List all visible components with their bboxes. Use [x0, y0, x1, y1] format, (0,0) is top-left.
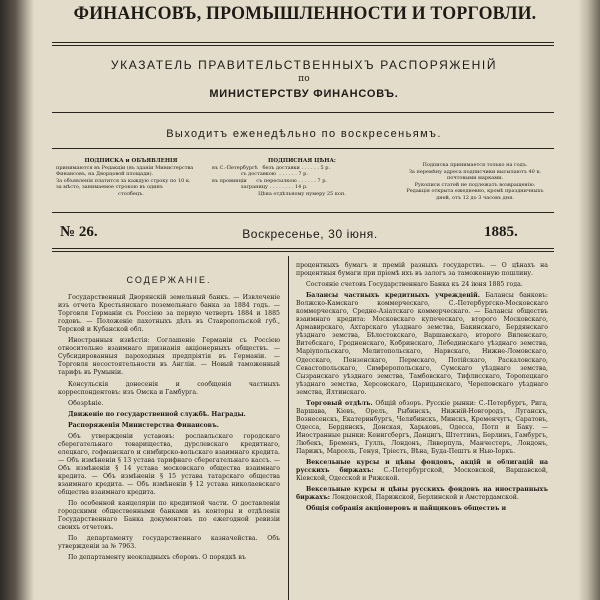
contents-paragraph: Государственный Дворянскій земельный банкъ. — Извлеченіе изъ отчета Крестьянскаго поземельнаго банка за 1884 годъ. — Торговля Германіи съ Россіею за первую четверть 1884 и 1885 годовъ. — Положеніе пахотныхъ дѣлъ въ Ставропольской губ., Терской и Кубанской обл.: [58, 294, 280, 334]
issue-year: 1885.: [484, 224, 518, 240]
masthead-title: ФИНАНСОВЪ, ПРОМЫШЛЕННОСТИ И ТОРГОВЛИ.: [73, 3, 537, 24]
contents-bold-heading: Общія собранія акціонеровъ и пайщиковъ обществъ и: [306, 505, 507, 513]
issue-number: № 26.: [60, 224, 98, 240]
column-separator: [288, 256, 289, 600]
header-rule-lower: [52, 148, 554, 149]
price-line: заграницу . . . . . . . . 14 р.: [212, 184, 308, 190]
contents-bold-heading: Вексельные курсы и цѣны русскихъ фондовъ на иностранныхъ биржахъ:: [296, 486, 548, 502]
subtitle-index: УКАЗАТЕЛЬ ПРАВИТЕЛЬСТВЕННЫХЪ РАСПОРЯЖЕНІЙ: [110, 58, 498, 72]
issue-rule-top: [52, 212, 554, 213]
header-rule-mid: [52, 112, 554, 113]
contents-bold-heading: Торговый отдѣлъ.: [306, 399, 373, 407]
contents-right-column: [296, 262, 548, 516]
subtitle-po: по: [298, 74, 310, 84]
subscription-left-line: столбецъ.: [118, 190, 144, 197]
contents-left-column: [58, 272, 280, 565]
contents-paragraph: Объ утвержденіи уставовъ: рославльскаго городскаго сберегательнаго товарищества, дурслевскаго кредитнаго, елецкаго, гофманскаго и симбирско-вольскаго взаимнаго кредита. — Объ измѣненіи § 13 устава тарифнаго сберегательнаго кассъ. — Объ измѣненіи § 14 устава московскаго общества взаимнаго кредита. — Объ измѣненіи § 15 устава татарскаго общества взаимнаго кредита. — Объ измѣненіи § 12 устава николаевскаго общества взаимнаго кредита.: [58, 432, 280, 497]
subscription-left-heading: ПОДПИСКА и ОБЪЯВЛЕНІЯ: [84, 158, 178, 164]
contents-paragraph: процентныхъ бумагъ и премій разныхъ государствъ. — О цѣнахъ на процентныя бумаги при пріемѣ ихъ въ залогъ за таможенную пошлину.: [296, 262, 548, 278]
contents-text: Лондонской, Парижской, Берлинской и Амстердамской.: [332, 494, 519, 502]
price-line: съ доставкою . . . . . . 7 р.: [212, 171, 308, 177]
subscription-left-line: За объявленія платится за каждую строку по 10 к.: [56, 177, 191, 184]
contents-paragraph: Консульскія донесенія и сообщенія частныхъ корреспондентовъ: изъ Омска и Гамбурга.: [58, 380, 280, 396]
subscription-right-line: Рукописи статей не подлежатъ возвращенію.: [414, 181, 536, 188]
subtitle-weekly: Выходитъ еженедѣльно по воскресеньямъ.: [166, 128, 442, 140]
subscription-right-line: Подписка принимается только на годъ.: [422, 162, 528, 168]
header-rule-top-2: [52, 45, 554, 46]
subscription-left-line: Финансовъ, на Дворцовой площади).: [56, 171, 154, 177]
contents-bold-heading: Вексельные курсы и цѣны фондовъ, акцій и облигацій на русскихъ биржахъ:: [296, 459, 548, 475]
issue-rule-bottom-2: [52, 251, 554, 252]
contents-bold-heading: Распоряженія Министерства Финансовъ.: [68, 421, 219, 429]
subscription-left: [56, 158, 206, 197]
contents-bold-heading: Движеніе по государственной службѣ. Награды.: [68, 410, 246, 418]
contents-paragraph: По департаменту государственнаго казначейства. Объ утвержденіи за № 7963.: [58, 535, 280, 551]
issue-date: Воскресенье, 30 іюня.: [242, 227, 378, 241]
binding-shadow: [0, 0, 34, 600]
contents-paragraph: Иностранныя извѣстія: Соглашеніе Германіи съ Россіею относительно взаимнаго признанія акціонерныхъ обществъ. — Субсидированныя пароходныя предпріятія въ Германіи. — Торговля несостоятельности въ Англіи. — Новый таможенный тарифъ въ Румыніи.: [58, 337, 280, 377]
contents-text: Общій обзоръ. Русскіе рынки: С.-Петербургъ, Рига, Варшава, Кіевъ, Орелъ, Рыбинскъ, Нижній-Новгородъ, Луганскъ, Вознесенскъ, Екатеринбургъ, Челябинскъ, Минскъ, Кременчугъ, Саратовъ, Одесса, Бердянскъ, Донская, Харьковъ, Одесса, Потп и Баку. — Иностранные рынки: Кенигсбергъ, Данцигъ, Штеттинъ, Берлинъ, Гамбургъ, Любекъ, Бременъ, Гулль, Лондонъ, Ливерпуль, Манчестеръ, Лондонъ, Парижъ, Марсель, Генуя, Тріестъ, Вѣна, Буда-Пештъ и Нью-Іоркъ.: [296, 399, 548, 456]
contents-title: СОДЕРЖАНІЕ.: [126, 275, 212, 285]
price-line: въ С.-Петербургѣ безъ доставки . . . . . . 5 р.: [212, 164, 331, 171]
subscription-left-line: за мѣсто, занимаемое строкою въ одинъ: [56, 184, 163, 190]
contents-bold-heading: Балансы частныхъ кредитныхъ учрежденій.: [306, 292, 480, 300]
subscription-right: [398, 162, 552, 201]
page-edge: [578, 0, 600, 600]
header-rule-top: [52, 42, 554, 43]
subscription-left-line: принимаются въ Редакціи (въ зданіи Министерства: [56, 164, 194, 171]
subtitle-ministry: МИНИСТЕРСТВУ ФИНАНСОВЪ.: [209, 88, 399, 100]
subscription-right-line: дней, отъ 12 до 3 часовъ дня.: [436, 194, 514, 201]
contents-text: С.-Петербургской, Московской, Варшавской, Кіевской, Одесской и Рижской.: [296, 467, 548, 483]
contents-text: Балансы банковъ: Волжско-Камскаго коммерческаго, С.-Петербургско-Московскаго коммерческаго, Средне-Азіатскаго коммерческаго. — Балансы обществъ взаимнаго кредита: Московскаго купеческаго, второго Московскаго, Армавирскаго, Ахтарскаго уѣзднаго земства, Бакинскаго, Бердянскаго уѣзднаго земства, Бѣлостокскаго, Варшавскаго, второго Виленскаго, Витебскаго, Гродненскаго, Кобринскаго, Лебединскаго уѣзднаго земства, Маріупольскаго, Мелитопольскаго, Нарвскаго, Нижне-Ломовскаго, Одесскаго, Пензенскаго, Пермскаго, Потійскаго, Раскаловскаго, Севастопольскаго, Симферопольскаго, Сумскаго уѣзднаго земства, Сызранскаго уѣзднаго земства, Тамбовскаго, Тифлисскаго, Торопецкаго уѣзднаго земства, Херсонскаго, Царицынскаго, Череповскаго уѣзднаго земства, Ялтинскаго.: [296, 292, 548, 396]
subscription-right-line: За перемѣну адреса подписчики высылаютъ 40 к.: [408, 168, 542, 175]
contents-paragraph: Состояніе счетовъ Государственнаго Банка къ 24 іюня 1885 года.: [306, 281, 523, 289]
contents-paragraph: По особенной канцеляріи по кредитной части. О доставленіи городскими общественными банками въ конторы и отдѣленія Государственнаго Банка документовъ по ежегодной ревизіи своихъ отчетовъ.: [58, 500, 280, 532]
subscription-price: [212, 158, 392, 197]
issue-rule-bottom: [52, 248, 554, 249]
subscription-right-line: почтовыми марками.: [446, 175, 504, 181]
contents-paragraph: Обозрѣніе.: [68, 399, 104, 407]
price-line: въ провинціи съ пересылкою . . . . . . 7 р.: [212, 177, 327, 184]
contents-paragraph: По департаменту неокладныхъ сборовъ. О порядкѣ въ: [68, 554, 246, 562]
subscription-right-line: Редакція открыта ежедневно, кромѣ праздничныхъ: [406, 188, 544, 194]
price-line: Цѣна отдѣльному нумеру 25 коп.: [258, 190, 346, 197]
subscription-price-heading: ПОДПИСНАЯ ЦѢНА:: [268, 158, 336, 164]
